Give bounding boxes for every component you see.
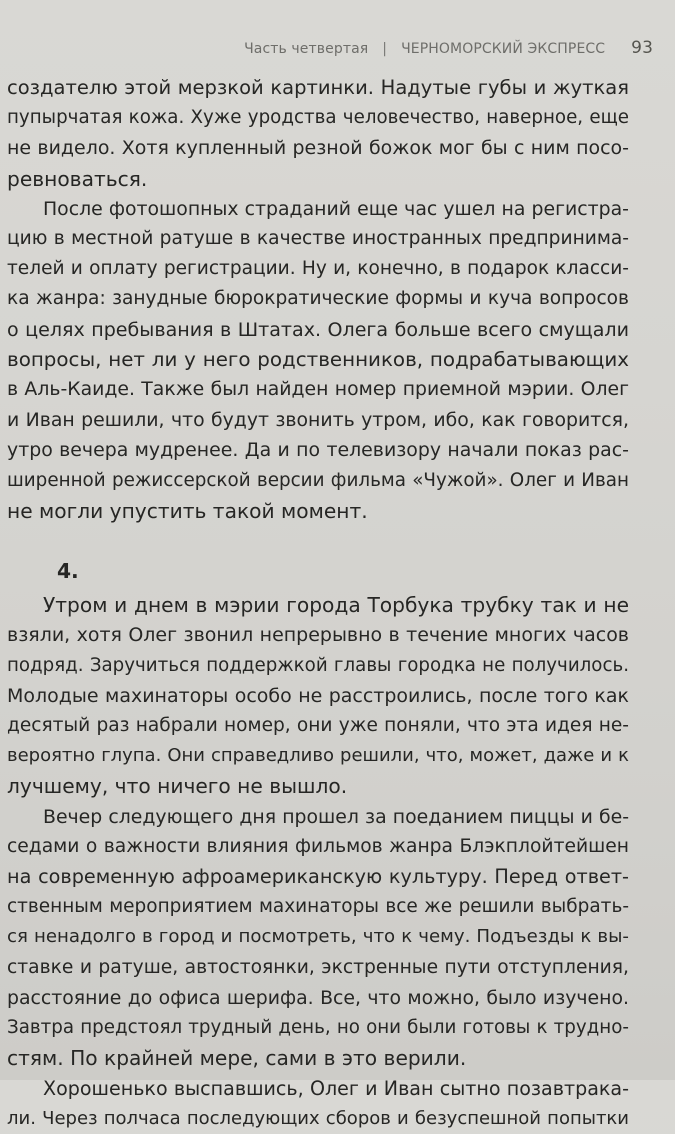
text-line: телей и оплату регистрации. Ну и, конечно, в подарок класси- [7,258,629,280]
text-line: вопросы, нет ли у него родственников, подрабатывающих [7,347,629,371]
text-line: цию в местной ратуше в качестве иностранных предпринима- [7,228,629,250]
text-line: подряд. Заручиться поддержкой главы городка не получилось. [7,654,629,676]
text-line: Утром и днем в мэрии города Торбука трубку так и не [43,593,629,618]
text-line: вероятно глупа. Они справедливо решили, что, может, даже и к [7,745,629,767]
text-line: взяли, хотя Олег звонил непрерывно в течение многих часов [7,624,629,647]
header-separator: | [382,41,388,57]
text-line: пупырчатая кожа. Хуже уродства человечество, наверное, еще [7,107,629,129]
text-line: десятый раз набрали номер, они уже поняли, что эта идея не- [7,715,629,737]
text-line: в Аль-Каиде. Также был найден номер приемной мэрии. Олег [7,379,629,401]
paragraph [7,590,629,801]
text-line: не видело. Хотя купленный резной божок мог бы с ним посо- [7,137,629,160]
text-line: ревноваться. [7,166,148,191]
paragraph [7,1074,629,1134]
section-number: 4. [57,559,79,584]
text-line: расстояние до офиса шерифа. Все, что можно, было изучено. [7,986,629,1009]
text-line: не могли упустить такой момент. [7,498,368,523]
text-line: лучшему, что ничего не вышло. [7,774,348,799]
paragraph [7,194,629,526]
text-line: утро вечера мудренее. Да и по телевизору начали показ рас- [7,439,629,462]
paragraph [7,73,629,194]
text-line: седами о важности влияния фильмов жанра Блэкплойтейшен [7,835,629,857]
body-text [7,73,629,1134]
text-line: ли. Через полчаса последующих сборов и безуспешной попытки [7,1107,629,1129]
paragraph [7,802,629,1074]
text-line: ширенной режиссерской версии фильма «Чужой». Олег и Иван [7,469,629,491]
header-book-title: ЧЕРНОМОРСКИЙ ЭКСПРЕСС [401,41,606,57]
text-line: Хорошенько выспавшись, Олег и Иван сытно позавтрака- [43,1077,629,1100]
header-part-label: Часть четвертая [244,41,369,57]
text-line: ственным мероприятием махинаторы все же решили выбрать- [7,896,629,918]
text-line: создателю этой мерзкой картинки. Надутые губы и жуткая [7,76,629,99]
text-line: Завтра предстоял трудный день, но они были готовы к трудно- [7,1017,629,1039]
text-line: о целях пребывания в Штатах. Олега больше всего смущали [7,318,629,341]
text-line: После фотошопных страданий еще час ушел на регистра- [43,197,629,220]
text-line: Вечер следующего дня прошел за поеданием пиццы и бе- [43,805,629,828]
text-line: на современную афроамериканскую культуру. Перед ответ- [7,865,629,889]
text-line: ся ненадолго в город и посмотреть, что к чему. Подъезды к вы- [7,926,629,948]
text-line: ка жанра: занудные бюрократические формы и куча вопросов [7,288,629,310]
page-number: 93 [631,38,653,58]
text-line: Молодые махинаторы особо не расстроились, после того как [7,684,629,707]
text-line: и Иван решили, что будут звонить утром, ибо, как говорится, [7,409,629,432]
running-header [244,38,653,58]
text-line: стям. По крайней мере, сами в это верили. [7,1046,467,1071]
text-line: ставке и ратуше, автостоянки, экстренные пути отступления, [7,956,629,978]
